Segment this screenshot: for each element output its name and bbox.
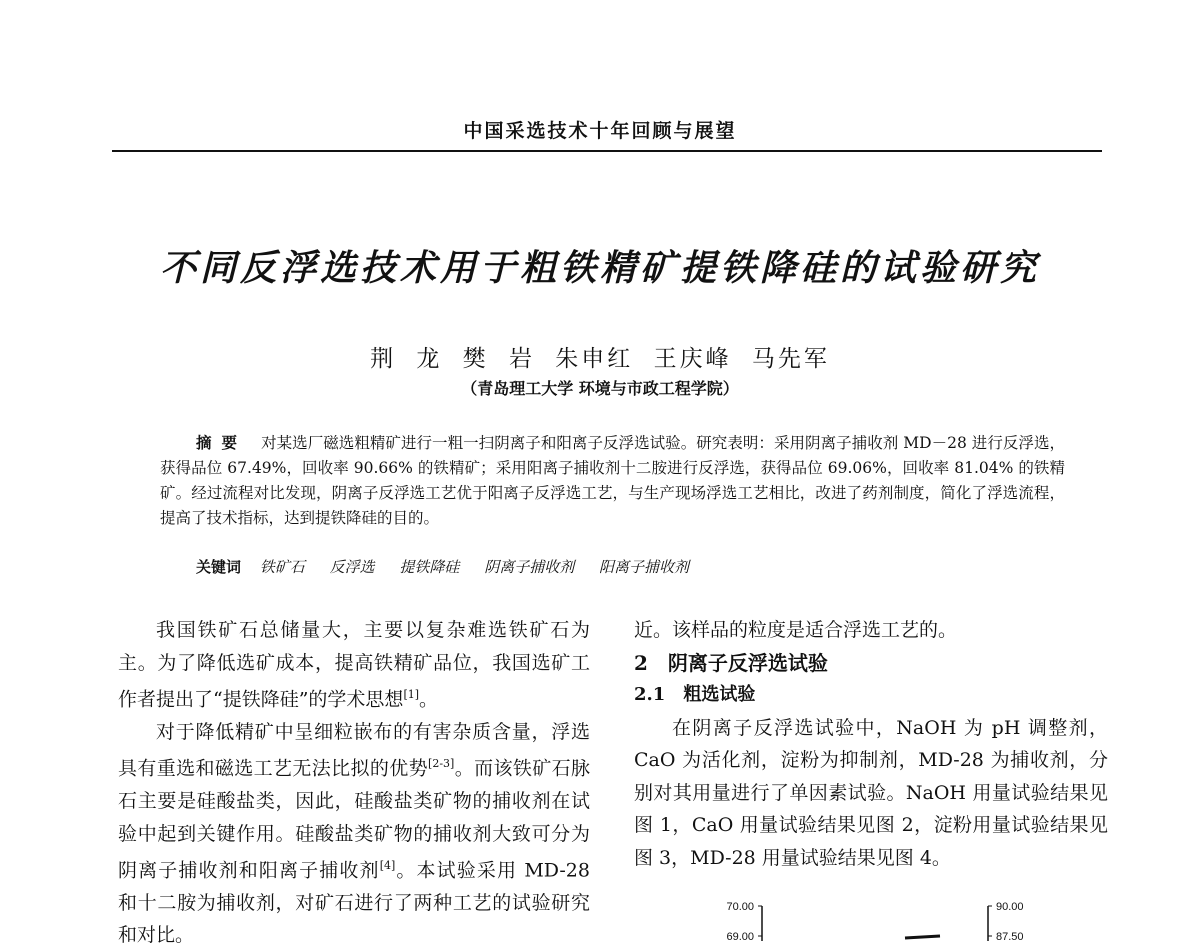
y-right-tick-label: 87.50 bbox=[996, 931, 1024, 941]
paragraph-text: 。本试验采用 MD-28 和十二胺为捕收剂，对矿石进行了两种工艺的试验研究和对比。 bbox=[118, 859, 590, 947]
paragraph-text: 对于降低精矿中呈细粒嵌布的有害杂质含量，浮选具有重选和磁选工艺无法比拟的优势 bbox=[118, 720, 590, 780]
authors: 荆 龙 樊 岩 朱申红 王庆峰 马先军 bbox=[370, 346, 830, 372]
running-head: 中国采选技术十年回顾与展望 bbox=[463, 120, 737, 142]
figure-chart bbox=[700, 890, 1060, 941]
citation: [1] bbox=[403, 688, 420, 701]
right-column bbox=[634, 614, 1108, 874]
y-left-tick-label: 69.00 bbox=[726, 931, 754, 941]
keywords bbox=[196, 556, 709, 577]
paragraph-text: 。 bbox=[419, 688, 439, 711]
y-left-tick-label: 70.00 bbox=[726, 901, 754, 913]
keyword: 阳离子捕收剂 bbox=[598, 558, 689, 576]
body-paragraph: 在阴离子反浮选试验中，NaOH 为 pH 调整剂，CaO 为活化剂，淀粉为抑制剂，MD-28 为捕收剂，分别对其用量进行了单因素试验。NaOH 用量试验结果见图 1，CaO 用量试验结果见图 2，淀粉用量试验结果见图 3，MD-28 用量试验结果见图 4。 bbox=[634, 716, 1108, 869]
section-heading: 2 阴离子反浮选试验 bbox=[634, 650, 828, 675]
affiliation: （青岛理工大学 环境与市政工程学院） bbox=[461, 379, 739, 398]
intro-paragraph-1 bbox=[118, 614, 590, 716]
paragraph-text: 我国铁矿石总储量大，主要以复杂难选铁矿石为主。为了降低选矿成本，提高铁精矿品位，我国选矿工作者提出了“提铁降硅”的学术思想 bbox=[118, 619, 590, 711]
keywords-label: 关键词 bbox=[196, 558, 242, 576]
y-right-tick-label: 90.00 bbox=[996, 901, 1024, 913]
continued-paragraph: 近。该样品的粒度是适合浮选工艺的。 bbox=[634, 619, 958, 641]
abstract-label: 摘要 bbox=[196, 433, 248, 452]
abstract-text: 对某选厂磁选粗精矿进行一粗一扫阴离子和阳离子反浮选试验。研究表明：采用阴离子捕收剂 MD－28 进行反浮选，获得品位 67.49%，回收率 90.66% 的铁精矿；采用阳离子捕收剂十二胺进行反浮选，获得品位 69.06%，回收率 81.04% 的铁精矿。经过流程对比发现，阴离子反浮选工艺优于阳离子反浮选工艺，与生产现场浮选工艺相比，改进了药剂制度，简化了浮选流程，提高了技术指标，达到提铁降硅的目的。 bbox=[160, 434, 1065, 527]
paragraph-text: 。而该铁矿石脉石主要是硅酸盐类，因此，硅酸盐类矿物的捕收剂在试验中起到关键作用。硅酸盐类矿物的捕收剂大致可分为阴离子捕收剂和阳离子捕收剂 bbox=[118, 757, 590, 882]
header-rule bbox=[112, 150, 1102, 152]
keyword: 提铁降硅 bbox=[399, 558, 460, 576]
subsection-heading: 2.1 粗选试验 bbox=[634, 684, 756, 705]
abstract bbox=[160, 430, 1065, 531]
keyword: 反浮选 bbox=[329, 558, 375, 576]
paper-title: 不同反浮选技术用于粗铁精矿提铁降硅的试验研究 bbox=[159, 247, 1040, 289]
intro-paragraph-2 bbox=[118, 716, 590, 952]
keyword: 阴离子捕收剂 bbox=[484, 558, 575, 576]
series-line bbox=[905, 936, 940, 938]
left-column bbox=[118, 614, 590, 952]
keyword: 铁矿石 bbox=[259, 558, 305, 576]
citation: [2-3] bbox=[428, 757, 455, 771]
citation: [4] bbox=[379, 859, 396, 873]
